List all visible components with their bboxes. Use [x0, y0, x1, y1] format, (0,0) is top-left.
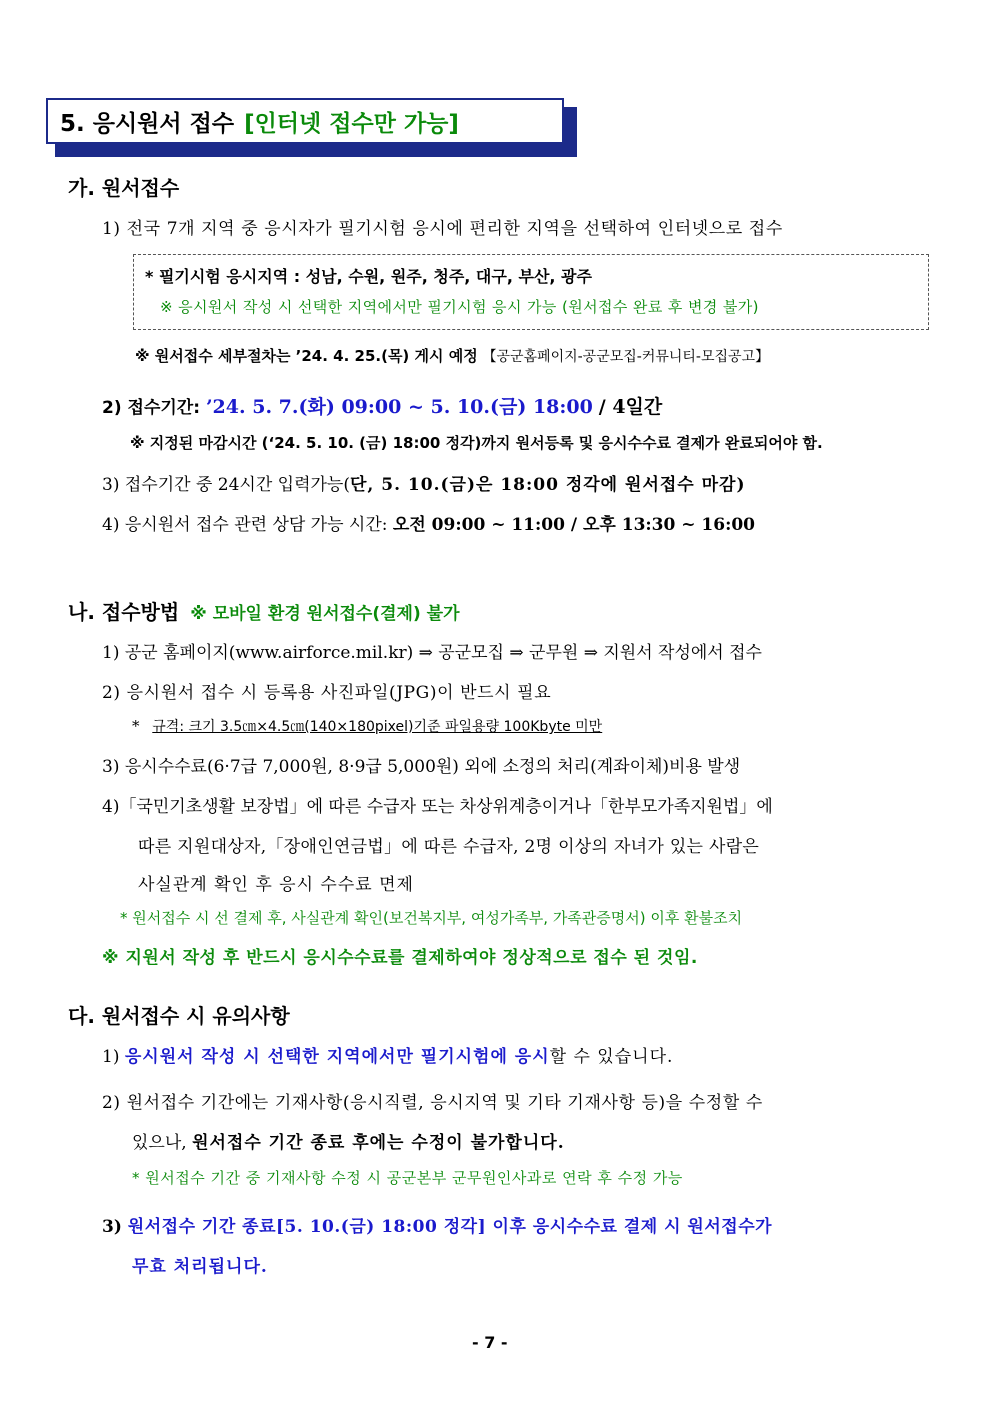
ga-item-2 — [102, 392, 662, 419]
da-item-1-emphasis: 응시원서 작성 시 선택한 지역에서만 필기시험에 응시 — [124, 1047, 550, 1067]
heading-da: 다. 원서접수 시 유의사항 — [68, 1004, 290, 1028]
da-item-3-text: 원서접수 기간 종료[5. 10.(금) 18:00 정각] 이후 응시수수료 결제 시 원서접수가 — [127, 1217, 773, 1237]
ga-item-3-text: 3) 접수기간 중 24시간 입력가능( — [102, 475, 350, 495]
section-title-text: 5. 응시원서 접수 — [60, 110, 235, 137]
heading-na: 나. 접수방법 — [68, 600, 180, 624]
da-item-2-line-2 — [132, 1128, 565, 1153]
da-item-3-line-1 — [102, 1212, 772, 1237]
da-item-2-line-1: 2) 원서접수 기간에는 기재사항(응시직렬, 응시지역 및 기타 기재사항 등)을 수정할 수 — [102, 1093, 763, 1113]
ga-item-4-hours: 오전 09:00 ~ 11:00 / 오후 13:30 ~ 16:00 — [392, 515, 756, 535]
ga-item-3 — [102, 470, 746, 495]
photo-spec — [132, 716, 602, 736]
procedure-note-text: ※ 원서접수 세부절차는 ’24. 4. 25.(목) 게시 예정 — [135, 347, 478, 365]
da-item-1 — [102, 1042, 673, 1067]
ga-item-4-text: 4) 응시원서 접수 관련 상담 가능 시간: — [102, 515, 393, 535]
da-item-1-num: 1) — [102, 1047, 120, 1067]
da-item-3-num: 3) — [102, 1217, 122, 1237]
edit-note: * 원서접수 기간 중 기재사항 수정 시 공군본부 군무원인사과로 연락 후 수정 가능 — [132, 1169, 683, 1187]
deadline-note: ※ 지정된 마감시간 (‘24. 5. 10. (금) 18:00 정각)까지 원서등록 및 응시수수료 결제가 완료되어야 함. — [130, 434, 823, 452]
heading-na-row — [68, 596, 460, 625]
period-dates: ’24. 5. 7.(화) 09:00 ~ 5. 10.(금) 18:00 — [205, 396, 593, 418]
na-item-4-line-2: 따른 지원대상자,「장애인연금법」에 따른 수급자, 2명 이상의 자녀가 있는 사람은 — [138, 837, 760, 857]
da-item-2-bold: 원서접수 기간 종료 후에는 수정이 불가합니다. — [192, 1133, 565, 1153]
photo-spec-star: * — [132, 717, 140, 735]
photo-spec-text: 규격: 크기 3.5㎝×4.5㎝(140×180pixel)기준 파일용량 100Kbyte 미만 — [152, 719, 603, 735]
region-list: * 필기시험 응시지역 : 성남, 수원, 원주, 청주, 대구, 부산, 광주 — [145, 267, 592, 286]
ga-item-1: 1) 전국 7개 지역 중 응시자가 필기시험 응시에 편리한 지역을 선택하여 인터넷으로 접수 — [102, 219, 783, 239]
payment-warning: ※ 지원서 작성 후 반드시 응시수수료를 결제하여야 정상적으로 접수 된 것임. — [102, 948, 698, 968]
region-note: ※ 응시원서 작성 시 선택한 지역에서만 필기시험 응시 가능 (원서접수 완료 후 변경 불가) — [160, 298, 759, 316]
refund-note: * 원서접수 시 선 결제 후, 사실관계 확인(보건복지부, 여성가족부, 가족관증명서) 이후 환불조치 — [120, 909, 743, 927]
na-item-2: 2) 응시원서 접수 시 등록용 사진파일(JPG)이 반드시 필요 — [102, 683, 552, 703]
section-title — [46, 98, 564, 144]
section-title-paren: [인터넷 접수만 가능] — [244, 110, 459, 137]
da-item-1-rest: 할 수 있습니다. — [549, 1047, 674, 1067]
procedure-note-location: 【공군홈페이지-공군모집-커뮤니티-모집공고】 — [482, 349, 770, 365]
na-item-1: 1) 공군 홈페이지(www.airforce.mil.kr) ⇒ 공군모집 ⇒ 군무원 ⇒ 지원서 작성에서 접수 — [102, 643, 762, 663]
da-item-2-text: 있으나, — [132, 1133, 193, 1153]
mobile-note: ※ 모바일 환경 원서접수(결제) 불가 — [190, 604, 460, 624]
period-label: 2) 접수기간: — [102, 398, 201, 418]
da-item-3-line-2: 무효 처리됩니다. — [132, 1257, 268, 1277]
na-item-4-line-1: 4)「국민기초생활 보장법」에 따른 수급자 또는 차상위계층이거나「한부모가족지원법」에 — [102, 797, 773, 817]
na-item-4-line-3: 사실관계 확인 후 응시 수수료 면제 — [138, 875, 414, 895]
page-number: - 7 - — [472, 1333, 508, 1352]
heading-ga: 가. 원서접수 — [68, 176, 180, 200]
period-days: / 4일간 — [598, 396, 663, 418]
procedure-note — [135, 345, 769, 366]
ga-item-3-bold: 단, 5. 10.(금)은 18:00 정각에 원서접수 마감) — [349, 475, 746, 495]
na-item-3: 3) 응시수수료(6·7급 7,000원, 8·9급 5,000원) 외에 소정의 처리(계좌이체)비용 발생 — [102, 757, 741, 777]
ga-item-4 — [102, 510, 755, 535]
